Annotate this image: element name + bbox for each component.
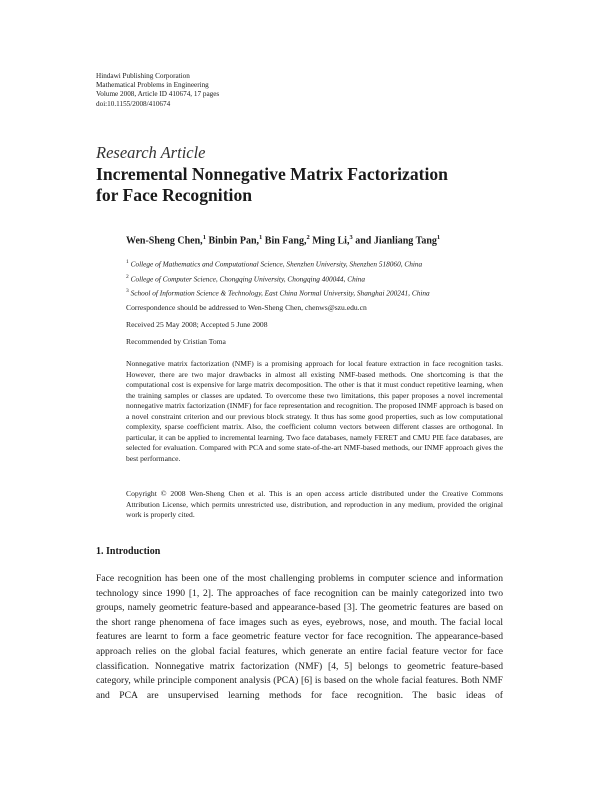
affiliation: $^2$ College of Computer Science, Chongqing University, Chongqing 400044, China xyxy=(126,273,366,284)
affiliation: $^3$ School of Information Science & Technology, East China Normal University, Shanghai 200241, China xyxy=(126,288,430,298)
publisher-info xyxy=(96,72,219,109)
author-affil-sup: 1 xyxy=(259,234,263,241)
volume-info: Volume 2008, Article ID 410674, 17 pages xyxy=(96,90,220,99)
abstract: Nonnegative matrix factorization (NMF) is a promising approach for local feature extraction in face recognition tasks. However, there are two major drawbacks in almost all existing NMF-based methods. One shortcoming is that the computational cost is expensive for large matrix decomposition. The other is that it must conduct repetitive learning, when the training samples or classes are updated. To overcome these two limitations, this paper proposes a novel incremental nonnegative matrix factorization (INMF) for face representation and recognition. The proposed INMF approach is based on a novel constraint criterion and our previous block strategy. It thus has some good properties, such as low computational complexity, sparse coefficient matrix. Also, the coefficient column vectors between different classes are orthogonal. In particular, it can be applied to incremental learning. Two face databases, namely FERET and CMU PIE face databases, are selected for evaluation. Compared with PCA and some state-of-the-art NMF-based methods, our INMF approach gives the best performance. xyxy=(126,359,503,463)
received-dates: Received 25 May 2008; Accepted 5 June 2008 xyxy=(126,320,268,329)
journal-name: Mathematical Problems in Engineering xyxy=(96,81,209,90)
section-body: Face recognition has been one of the most challenging problems in computer science and information technology since 1990 [1, 2]. The approaches of face recognition can be mainly categorized into two groups, namely geometric feature-based and appearance-based [3]. The geometric features are based on the short range phenomena of face images such as eyes, eyebrows, nose, and mouth. The facial local features are learnt to form a face geometric feature vector for face recognition. The appearance-based approach relies on the global facial features, which generate an entire facial feature vector for face classification. Nonnegative matrix factorization (NMF) [4, 5] belongs to geometric feature-based category, while principle component analysis (PCA) [6] is based on the whole facial features. Both NMF and PCA are unsupervised learning methods for face recognition. The basic ideas of xyxy=(96,573,503,701)
publisher-name: Hindawi Publishing Corporation xyxy=(96,72,190,80)
author-list xyxy=(126,234,440,246)
author: Ming Li, xyxy=(312,235,350,247)
affiliations xyxy=(126,256,430,300)
correspondence: Correspondence should be addressed to Wen-Sheng Chen, chenws@szu.edu.cn xyxy=(126,303,367,312)
author-affil-sup: 1 xyxy=(202,234,206,241)
recommended-by: Recommended by Cristian Toma xyxy=(126,337,226,346)
author-affil-sup: 3 xyxy=(349,234,353,241)
affiliation: $^1$ College of Mathematics and Computational Science, Shenzhen University, Shenzhen 518060, China xyxy=(126,259,423,269)
author: Binbin Pan, xyxy=(208,235,260,247)
author-affil-sup: 2 xyxy=(306,234,310,241)
section-heading: 1. Introduction xyxy=(96,546,161,557)
article-type: Research Article xyxy=(96,143,206,162)
copyright-notice: Copyright © 2008 Wen-Sheng Chen et al. This is an open access article distributed under the Creative Commons Attribution License, which permits unrestricted use, distribution, and reproduction in any medium, provided the original work is properly cited. xyxy=(126,489,503,519)
paper-title xyxy=(96,164,516,206)
author: Bin Fang, xyxy=(264,235,307,247)
author-affil-sup: 1 xyxy=(436,234,441,241)
doi: doi:10.1155/2008/410674 xyxy=(96,99,171,108)
author: and Jianliang Tang xyxy=(355,235,437,247)
title-line-2: for Face Recognition xyxy=(96,185,253,205)
author: Wen-Sheng Chen, xyxy=(126,235,203,247)
title-line-1: Incremental Nonnegative Matrix Factorization xyxy=(96,164,448,184)
